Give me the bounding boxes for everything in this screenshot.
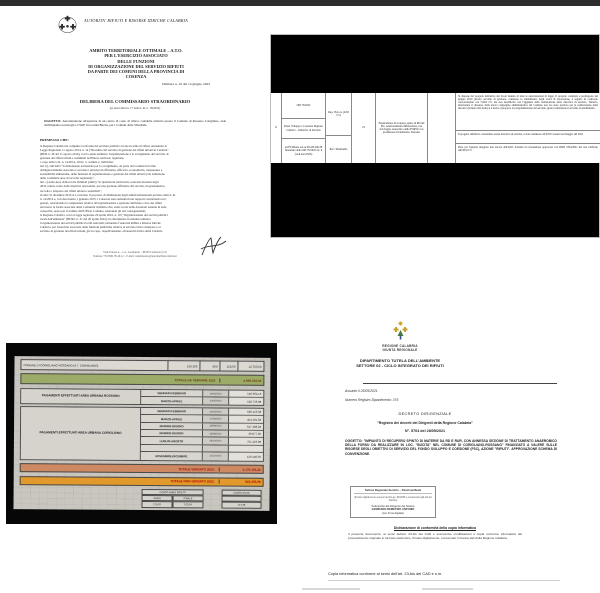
count-cell: 23 <box>352 93 376 163</box>
body-line: gestione dei rifiuti urbani e assimilati nell'intero territorio regionale; <box>40 156 125 161</box>
abitanti-value: 100.265 <box>168 360 200 371</box>
delibera-body-text <box>40 144 232 233</box>
intervento-cell: Espletamento di recupero spinto di RD dal RU, selezionamento/differenziata, con riciclaggio anaerobico della FORSU con produzione di biometano. Rossano <box>376 93 428 163</box>
ato-title-line: DA PARTE DEI COMUNI DELLA PROVINCIA DI <box>87 69 185 75</box>
payment-row <box>141 452 263 460</box>
body-line: Calabria, per l'esercizio associato delle funzioni pubbliche relative al servizio idrico integrato e al <box>40 224 161 229</box>
amount-cell: 454.101,58 <box>229 416 263 423</box>
period-cell: MARZO-APRILE <box>141 415 203 422</box>
amount-cell: 36.877,50 <box>229 431 263 438</box>
rossano-payments-group <box>20 388 264 406</box>
stato-paragraph-3: Dato per l'appalto integrato non ancora dell'ATO. Schema di convenzione approvato con DDD 5704/2021 ma non ratificato dall'ATO CS <box>458 145 598 152</box>
costo-value: 126,50 <box>220 361 238 372</box>
autorita-rifiuti-emblem-icon <box>57 14 78 34</box>
ato-title-block <box>66 48 206 80</box>
date-cell: 27/06/2022 <box>203 416 229 423</box>
total-paid-value: 3.176.181,42 <box>219 467 263 471</box>
amount-cell: 546.964,13 <box>229 391 263 397</box>
conformity-declaration-title: Dichiarazione di conformità della copia informatica <box>393 526 477 530</box>
body-line: la Regione Calabria ha compiuto la riforma del servizio pubblico locale in tema di rifiuti, emanando la <box>40 144 167 148</box>
stato-paragraph-2: Il progetto definitivo consolidato senza discarica di servizio, è stato trasmesso all'ATO Cosenza nel maggio del 2021 <box>456 131 600 144</box>
total-paid-label: TOTALE VERSATO 2022: <box>178 466 215 472</box>
period-cell: NOVEMBRE-DICEMBRE <box>141 452 203 460</box>
body-line: in data 31 dicembre 2014 si è concluso il processo di dismissione degli ambiti istituzionali previsto dalla L.R. <box>40 192 176 197</box>
period-cell <box>141 445 203 452</box>
mini-header-1: COSTO ANNO RIFIUTI <box>142 489 204 496</box>
oggetto-text: Autorizzazione all'apertura di un centro di costo di rilievo contabile unitario presso il Comune di Rossano Corigliano, sede dell'impianto tecnologico CSOE in località Bucita, per i Comuni della Sibaritide. <box>44 119 227 128</box>
row-number-cell: 11 <box>271 93 282 163</box>
total-unpaid-label: TOTALE NON VERSATO 2022: <box>170 479 215 484</box>
signature-box <box>350 486 436 518</box>
body-line: servizio di gestione dei rifiuti urbani, già in capo, rispettivamente, all'Autorità Idrica della Calabria <box>40 228 163 233</box>
next-page-edge-mark <box>302 588 360 590</box>
mini-value-2: 105,34 <box>172 502 203 508</box>
delibera-heading-sub: (ai sensi dell'art. 17 della L.R. n. 18/2022) <box>109 105 161 110</box>
total-due-value: 4.098.418,40 <box>219 378 263 382</box>
referente-cell: Ref / Montinella <box>329 147 348 151</box>
conformity-declaration-text: Il presente documento, ai sensi dell'art. 23-bis del CAD e successive modificazioni è copia conforme informatica del provvedimento originale in formato elettronico, firmato digitalmente, conservato in banca dati della Regione Calabria. <box>348 532 522 540</box>
region-name-block <box>360 344 440 352</box>
body-line: obbligatoriamente associata e secondo i principi di efficienza, efficacia, economicità, trasparenza e <box>40 168 163 173</box>
regione-calabria-emblem-icon <box>392 321 409 341</box>
ato-title-line: DELLE FUNZIONI <box>117 58 155 64</box>
handwritten-signature-icon <box>200 235 228 259</box>
payments-spreadsheet <box>13 356 270 511</box>
mini-sub-finale: FINALE <box>173 495 204 501</box>
period-cell: MAGGIO-GIUGNO <box>141 430 203 437</box>
decreto-oggetto: OGGETTO: "IMPIANTO DI RECUPERO SPINTO DI MATERIE DA RD E RUR, CON ANNESSA SEZIONE DI TRATTAMENTO ANAEROBICO DELLA FORSU DA REALIZZARE IN LOC. "BUCITA" NEL COMUNE DI CORIGLIANO-ROSSANO" FINANZIATO A VALERE SULLE RISORSE DEGLI OBIETTIVI DI SERVIZIO DEL FONDO SVILUPPO E COESIONE (FSC), AZIONE "RIFIUTI". APPROVAZIONE SCHEMA DI CONVENZIONE. <box>345 439 557 456</box>
total-unpaid-value: 922.236,98 <box>219 480 263 484</box>
total-due-label: TOTALE DA VERSARE 2022 <box>174 377 216 383</box>
registro-decreti-line: "Registro dei decreti dei Dirigenti della Regione Calabria" <box>377 421 473 425</box>
payment-row <box>141 397 263 405</box>
amount-cell: 751.223,08 <box>229 438 263 445</box>
date-cell: 29/03/2022 <box>203 390 229 396</box>
department-line-2: SETTORE 02 - CICLO INTEGRATO DEI RIFIUTI <box>356 363 444 369</box>
body-line: la Regione Calabria, con la Legge regionale 20 aprile 2022, n. 10 ("Organizzazione dei servizi pubblici <box>40 212 168 217</box>
total-paid-row <box>20 463 264 474</box>
amount-cell: 620.123,38 <box>229 409 263 416</box>
ato-title-line: PER L'ESERCIZIO ASSOCIATO <box>104 53 168 59</box>
delibera-reference: Delibera n. 10 del 14 giugno 2022 <box>162 82 210 86</box>
body-line: delle cosiddette aree di raccolta regionale)"; <box>40 176 95 181</box>
date-cell: 28/10/2022 <box>203 438 229 445</box>
misura-cell: ACFI Misura 2A su 99.433.296,38 finanziata della OPI 76/2022 art. 6 (vedi nota ISdS) <box>284 146 323 156</box>
decreto-number: N°. 5704 del 28/05/2021 <box>404 429 446 433</box>
page-delibera-thumbnail[interactable] <box>0 6 270 332</box>
ato-title-line: COSENZA <box>125 74 147 80</box>
copia-informatica-note: Copia informatica conforme ai sensi dell'art. 23-bis del CAD e s.m. <box>328 571 443 576</box>
ato-title-line: DI ORGANIZZAZIONE DEL SERVIZIO RIFIUTI <box>88 63 184 69</box>
premesso-heading: PREMESSO CHE: <box>40 138 69 142</box>
period-cell: GENNAIO-FEBBRAIO <box>141 408 203 415</box>
footer-divider-line <box>328 580 560 581</box>
date-cell <box>203 445 229 452</box>
date-cell: 24/05/2022 <box>203 408 229 415</box>
period-cell: LUGLIO-AGOSTO <box>141 437 203 444</box>
period-cell: MARZO-APRILE <box>141 397 203 404</box>
signature-box-note: (firmato digitalmente ai sensi del D.Lgs. 82/2005 e conservato agli atti del Settore) <box>354 495 432 503</box>
region-name: REGIONE CALABRIA <box>382 344 418 348</box>
total-unpaid-row <box>20 476 264 487</box>
piano-cell: Piano Sviluppo e Coesione Regione Calabria – Obiettivo di Servizio <box>282 119 325 139</box>
body-line: n. 14/2014 e, con decorrenza 1 gennaio 2015, i Consorzi sono subentrati nei rapporti contrattuali con i <box>40 196 167 201</box>
body-line: gestori, assicurando la competenza relativa all'organizzazione e gestione dell'intero ciclo dei rifiuti <box>40 200 162 205</box>
cost-mini-table <box>141 489 263 508</box>
footer-line: Telefono +39 0961 85.40.12 – E-mail: commissario@autoritarifiuti.calabria.it <box>93 254 177 258</box>
department-line-1: DIPARTIMENTO TUTELA DELL'AMBIENTE <box>359 358 441 363</box>
mini-value-1: 126,18 <box>141 501 172 507</box>
digital-signature-note: (con firma digitale) <box>381 511 405 515</box>
empty-cell <box>428 93 456 163</box>
date-cell: 26/08/2022 <box>203 431 229 438</box>
signatory-name: GIORDANO DEMETRIO ANTONIO <box>371 508 415 512</box>
authority-name: AUTORITA' RIFIUTI E RISORSE IDRICHE CALABRIA <box>84 18 188 23</box>
comune-label: COMUNE DI CORIGLIANO ROSSANO (A.T. CORIGLIANO) <box>20 359 168 371</box>
body-line: lett. c) nelle Aree di Raccolta Ottimali (ARO) "le ripartizioni territoriali, sottoarticolazioni degli <box>40 180 159 185</box>
oggetto-paragraph <box>44 119 226 127</box>
page-payments-photo-thumbnail[interactable] <box>6 343 277 524</box>
mini-sub-anno: ANNO <box>142 495 173 501</box>
delibera-heading: DELIBERA DEL COMMISSARIO STRAORDINARIO <box>79 99 191 104</box>
divider-line <box>363 383 557 384</box>
date-cell: 26/08/2022 <box>203 423 229 430</box>
department-block <box>320 358 480 368</box>
body-line: locali dell'ambiente" (BURC n. 31 del 20 aprile 2022), ha disciplinato in maniera unitaria <box>40 216 151 221</box>
body-line: raccolta e trasporto dei rifiuti urbani e assimilati"; <box>40 188 102 193</box>
corigliano-payments-group <box>20 406 264 461</box>
period-cell: GENNAIO-FEBBRAIO <box>141 390 203 396</box>
body-line: ATO, tenuto conto delle direttrici orizzontali, per una gestione efficiente del servizio di spazzamento, <box>40 184 166 189</box>
assunto-line: Assunto il 25/05/2021 <box>345 389 378 393</box>
decreto-title: DECRETO DIRIGENZIALE <box>398 411 452 416</box>
rossano-group-label: PAGAMENTI EFFETTUATI AREA URBANA ROSSANO <box>21 389 141 404</box>
amount-cell <box>229 445 263 452</box>
amount-cell: 617.188,28 <box>229 423 263 430</box>
amount-cell: 129.148,50 <box>229 453 263 461</box>
body-line: a capo della L.R. n. 14/2014, all'art. 3, comma 2, individua: <box>40 160 114 165</box>
date-cell: 24/05/2022 <box>203 397 229 404</box>
date-cell: 15/12/2022 <box>203 453 229 461</box>
col2-value: 850 <box>200 360 220 371</box>
next-page-edge-mark <box>422 588 473 590</box>
comune-total-row <box>20 359 264 372</box>
body-line: l'organizzazione dei servizi pubblici locali settoriali, istituendo l'Autorità Rifiuti e Risorse Idriche <box>40 220 161 225</box>
body-line: attraverso la forma associata della Comunità d'Ambito che, sulla scorta delle dotazioni assunte in sede <box>40 204 167 209</box>
monitoring-table-band <box>271 93 600 163</box>
oggetto-label: OGGETTO: <box>44 119 62 123</box>
rep-visto-cell: Rep. Visto n. (ATO CS) <box>326 93 351 136</box>
page-monitoring-table-thumbnail[interactable] <box>270 34 600 238</box>
body-line: Legge Regionale 11 agosto 2014, n. 14 ("Riordino del servizio di gestione dei rifiuti urbani in Calabria" <box>40 148 169 153</box>
page-decreto-thumbnail[interactable] <box>300 318 600 593</box>
amount-cell: 520.756,88 <box>229 398 263 405</box>
body-line: (BUR n. 36 del 11 agosto 2014), con la quale definisce l'organizzazione e lo svolgimento del servizio di <box>40 152 169 157</box>
period-cell: MAGGIO-GIUGNO <box>141 423 203 430</box>
footer-line: Viale Europa n. – Loc. Germaneto – 88100 Catanzaro (CZ) <box>103 251 167 254</box>
body-line: lett. b), sull'ATO "la dimensione territoriale per lo svolgimento, da parte dei Comuni in forma <box>40 164 156 169</box>
delibera-footer <box>55 251 215 258</box>
registro-line: Numero Registro Dipartimento: 376 <box>345 398 399 402</box>
stato-paragraph-1: Si dispone del progetto definitivo dei lavori munito di tutte le autorizzazioni di legge. Il progetto completo e predisposto nel giugno 2019 (invero servizio di gestione, compreso lo smaltimento degli scarti di lavorazione, a seguito di confronto concorrenziale con l'ATO CS, ma non modificato con l'aggiunta della realizzazione della discarica di servizio. Tuttavia, intervenuto il dissenso della nuova compagine amministrativa del Comune non era stato previsto per la realizzazione della discarica (Giunta alla Sede) si è deciso riproporre la programmazione del servizio, giusta valutazione il servizio di smaltimento. <box>456 93 600 131</box>
signature-box-role: Sottoscritto dal Dirigente del Settore <box>371 504 415 508</box>
mini-header-2: COSTO PLUS <box>222 490 262 496</box>
ato-title-line: AMBITO TERRITORIALE OTTIMALE – A.T.O. <box>89 48 183 53</box>
corigliano-group-label: PAGAMENTI EFFETTUATI AREA URBANA CORIGLIANO <box>21 407 141 459</box>
body-line: sostenibilità ambientale, delle funzioni di organizzazione e gestione dei rifiuti urbani (con istituzione <box>40 172 165 177</box>
mini-value-3: 117,35 <box>221 502 261 508</box>
annuale-value: 12.703,50 <box>238 361 264 372</box>
total-due-row <box>20 373 264 386</box>
signature-box-header: Settore Regionale Servizio – Direzione/Sede <box>354 489 432 494</box>
body-line: consortile, opera per il tramite dell'Ufficio Comune, adottando gli atti conseguenziali; <box>40 208 147 213</box>
giunta-name: GIUNTA REGIONALE <box>382 348 418 352</box>
opi-cell: OPI 76/2022 <box>282 93 325 119</box>
